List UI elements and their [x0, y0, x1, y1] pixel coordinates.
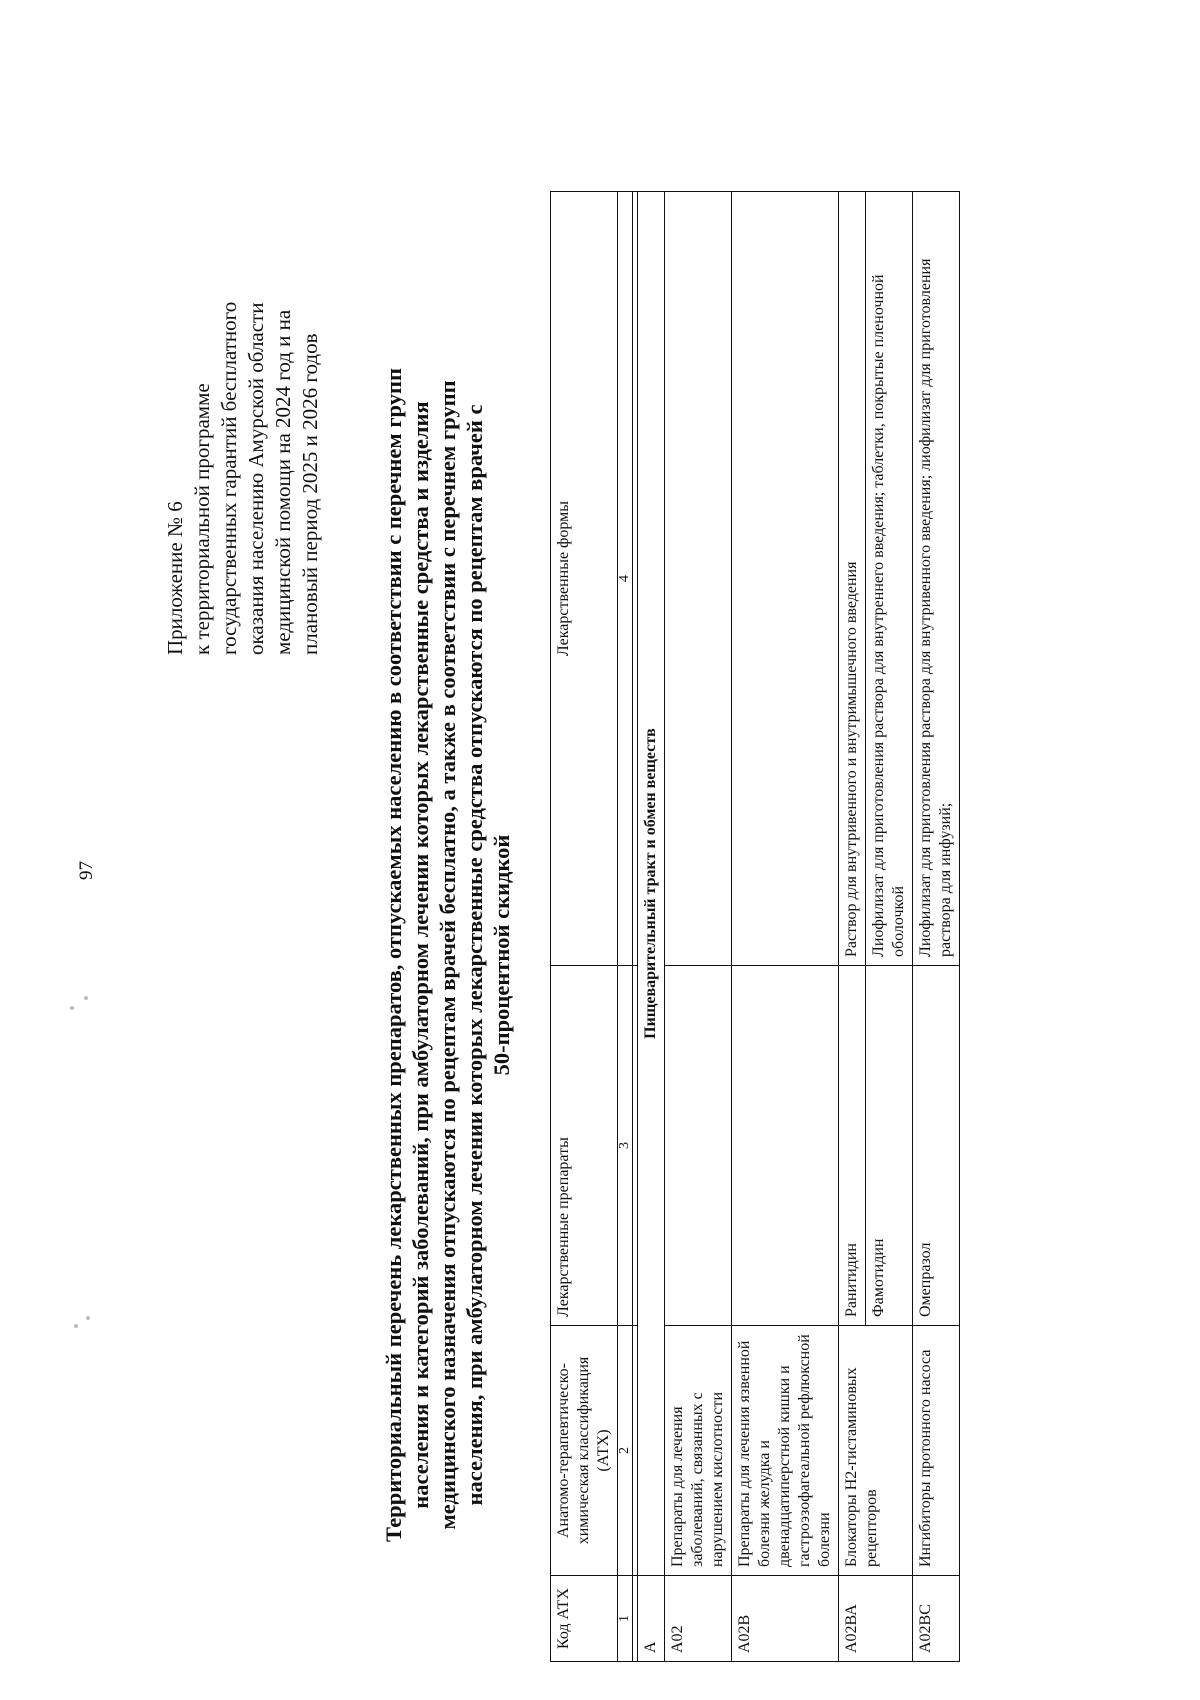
row-forms: Раствор для внутривенного и внутримышечного введения [839, 192, 866, 966]
appendix-line: медицинской помощи на 2024 год и на [271, 309, 295, 655]
table-row [665, 192, 732, 1662]
document-title [380, 250, 515, 1660]
column-number: 4 [618, 192, 633, 966]
row-drug [732, 966, 839, 1326]
title-line: населения и категорий заболеваний, при амбулаторном лечении которых лекарственные средства и изделия [408, 401, 433, 1509]
table-header-row [551, 192, 618, 1662]
appendix-line: государственных гарантий бесплатного [217, 301, 241, 655]
appendix-number: Приложение № 6 [163, 501, 187, 655]
scan-speck [70, 1006, 74, 1010]
row-drug: Фамотидин [866, 966, 913, 1326]
column-number: 2 [618, 1326, 633, 1576]
column-number: 3 [618, 966, 633, 1326]
table-row [732, 192, 839, 1662]
row-atc: Блокаторы Н2-гистаминовых рецепторов [839, 1326, 913, 1576]
title-line: населения, при амбулаторном лечении которых лекарственные средства отпускаются по рецептам врачей с [462, 404, 487, 1506]
drug-list-table [550, 191, 960, 1662]
row-code: А02ВА [839, 1576, 913, 1662]
appendix-block [162, 95, 324, 655]
table-row [839, 192, 866, 1662]
row-drug: Омепразол [913, 966, 960, 1326]
page-number: 97 [76, 861, 97, 880]
section-title: Пищеварительный тракт и обмен веществ [638, 192, 665, 1576]
appendix-line: оказания населению Амурской области [244, 302, 268, 655]
scan-speck [74, 1324, 78, 1328]
row-forms: Лиофилизат для приготовления раствора для внутривенного введения; лиофилизат для приготовления раствора для инфузий; [913, 192, 960, 966]
row-forms: Лиофилизат для приготовления раствора для внутреннего введения; таблетки, покрытые пленочной оболочкой [866, 192, 913, 966]
header-forms: Лекарственные формы [551, 192, 618, 966]
header-code: Код АТХ [551, 1576, 618, 1662]
title-line: Территориальный перечень лекарственных препаратов, отпускаемых населению в соответствии с перечнем групп [381, 368, 406, 1542]
scan-speck [86, 1316, 90, 1320]
row-drug: Ранитидин [839, 966, 866, 1326]
row-code: А02В [732, 1576, 839, 1662]
row-forms [665, 192, 732, 966]
row-code: А02 [665, 1576, 732, 1662]
header-drugs: Лекарственные препараты [551, 966, 618, 1326]
appendix-line: к территориальной программе [190, 383, 214, 655]
row-forms [732, 192, 839, 966]
header-atc: Анатомо-терапевтическо-химическая классификация (АТХ) [551, 1326, 618, 1576]
section-row [638, 192, 665, 1662]
scan-speck [84, 996, 88, 1000]
section-code: А [638, 1576, 665, 1662]
column-number: 1 [618, 1576, 633, 1662]
row-atc: Препараты для лечения заболеваний, связанных с нарушением кислотности [665, 1326, 732, 1576]
table-row [913, 192, 960, 1662]
title-line: медицинского назначения отпускаются по рецептам врачей бесплатно, а также в соответствии с перечнем групп [435, 380, 460, 1530]
appendix-line: плановый период 2025 и 2026 годов [298, 333, 322, 655]
row-code: А02ВС [913, 1576, 960, 1662]
row-atc: Препараты для лечения язвенной болезни желудка и двенадцатиперстной кишки и гастроэзофагеальной рефлюксной болезни [732, 1326, 839, 1576]
column-number-row [618, 192, 633, 1662]
row-atc: Ингибиторы протонного насоса [913, 1326, 960, 1576]
title-line: 50-процентной скидкой [489, 834, 514, 1076]
row-drug [665, 966, 732, 1326]
